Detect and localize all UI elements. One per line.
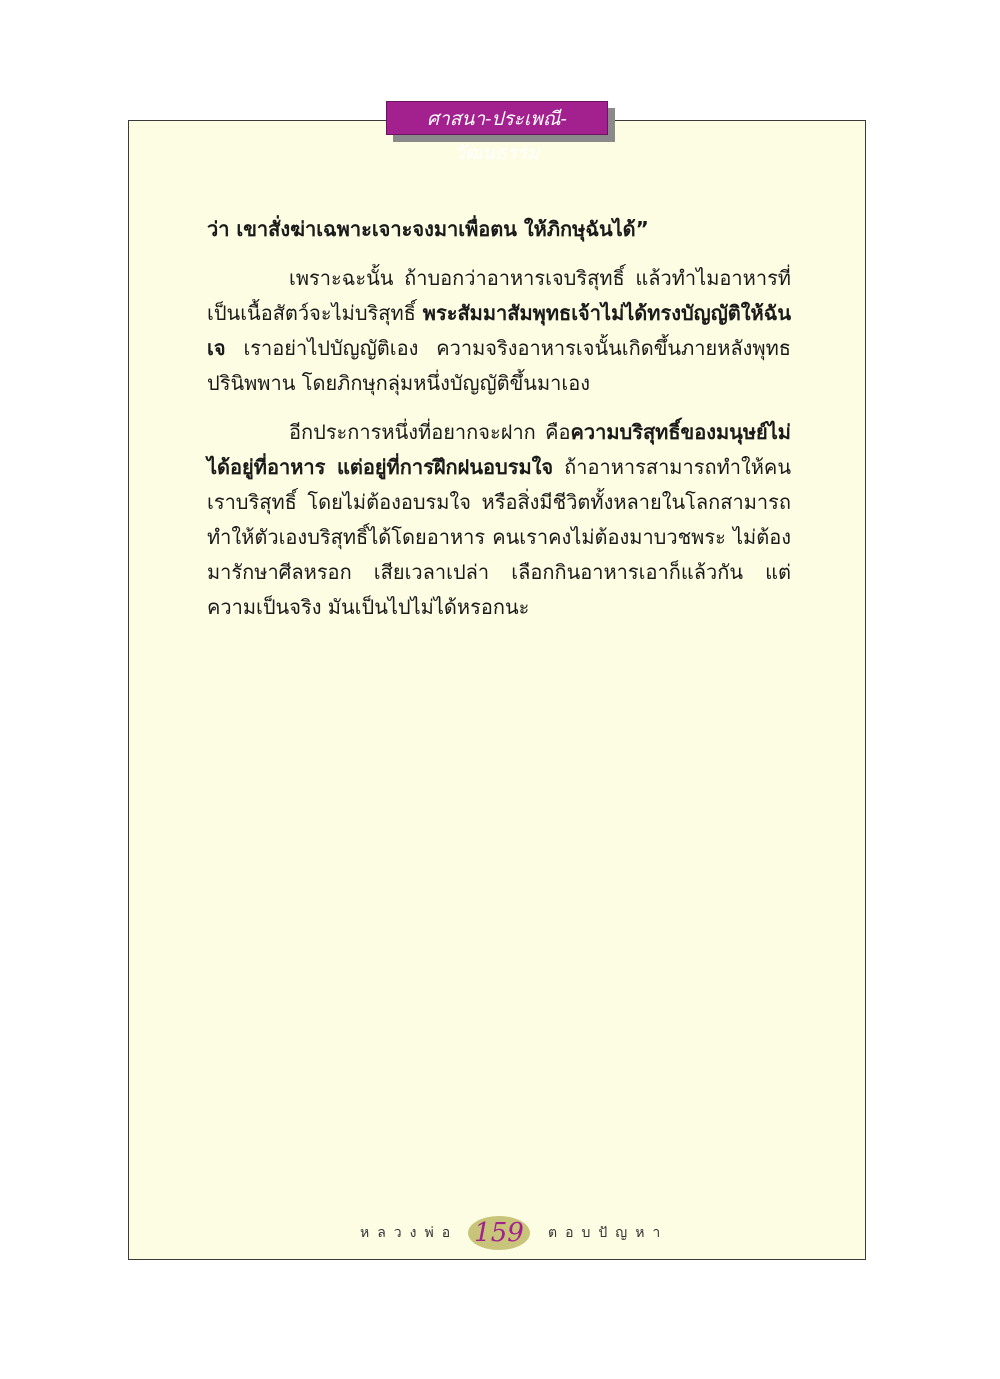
- footer-left-text: หลวงพ่อ: [360, 1225, 459, 1241]
- body-text: [207, 212, 791, 625]
- paragraph-2: [207, 261, 791, 401]
- page-number: 159: [474, 1218, 524, 1248]
- paragraph-3-text-2: ถ้าอาหารสามารถทำให้คนเราบริสุทธิ์ โดยไม่ต้องอบรมใจ หรือสิ่งมีชีวิตทั้งหลายในโลกสามารถทำให้ตัวเองบริสุทธิ์ได้โดยอาหาร คนเราคงไม่ต้องมาบวชพระ ไม่ต้องมารักษาศีลหรอก เสียเวลาเปล่า เลือกกินอาหารเอาก็แล้วกัน แต่ความเป็นจริง มันเป็นไปไม่ได้หรอกนะ: [207, 455, 791, 619]
- paragraph-1: [207, 212, 791, 247]
- paragraph-3-text-1: อีกประการหนึ่งที่อยากจะฝาก คือ: [289, 420, 571, 444]
- footer-right-text: ตอบปัญหา: [548, 1225, 669, 1241]
- paragraph-1-bold: ว่า เขาสั่งฆ่าเฉพาะเจาะจงมาเพื่อตน ให้ภิกษุฉันได้”: [207, 217, 649, 241]
- paragraph-2-text-2: เราอย่าไปบัญญัติเอง ความจริงอาหารเจนั้นเกิดขึ้นภายหลังพุทธปรินิพพาน โดยภิกษุกลุ่มหนึ่งบัญญัติขึ้นมาเอง: [207, 336, 791, 395]
- section-header-tab: ศาสนา-ประเพณี-วัฒนธรรม: [386, 101, 608, 135]
- paragraph-3-bold: ความบริสุทธิ์ของมนุษย์ไม่ได้อยู่ที่อาหาร แต่อยู่ที่การฝึกฝนอบรมใจ: [207, 420, 791, 479]
- paragraph-2-bold: พระสัมมาสัมพุทธเจ้าไม่ได้ทรงบัญญัติให้ฉันเจ: [207, 301, 791, 360]
- paragraph-2-text-1: เพราะฉะนั้น ถ้าบอกว่าอาหารเจบริสุทธิ์ แล้วทำไมอาหารที่เป็นเนื้อสัตว์จะไม่บริสุทธิ์: [207, 266, 791, 325]
- page-footer: [360, 1214, 669, 1254]
- paragraph-3: [207, 415, 791, 625]
